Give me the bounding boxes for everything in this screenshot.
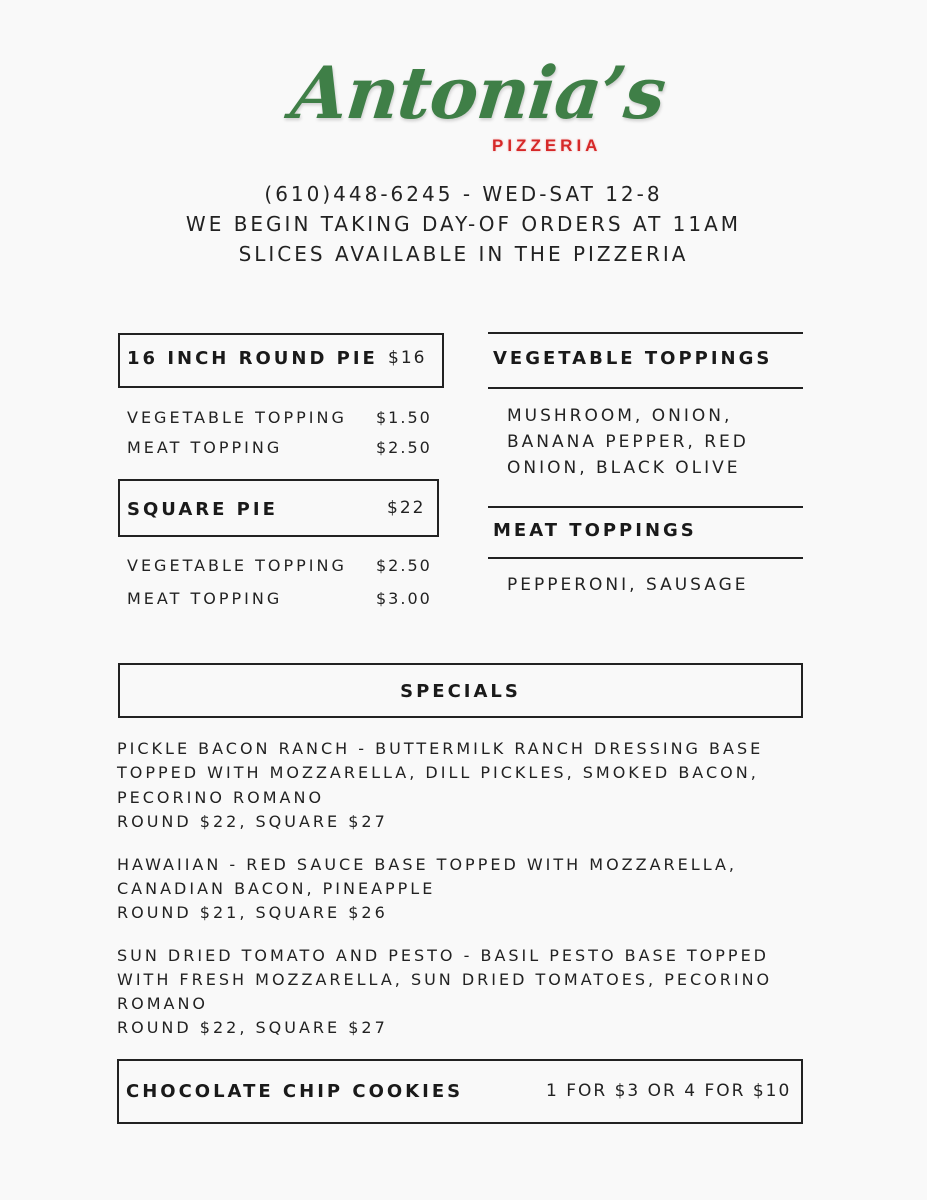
veg-toppings-list	[507, 403, 749, 481]
special-line: PECORINO ROMANO	[117, 788, 325, 807]
veg-toppings-line: MUSHROOM, ONION,	[507, 406, 733, 426]
square-veg-topping-label: VEGETABLE TOPPING	[127, 556, 347, 575]
special-line: CANADIAN BACON, PINEAPPLE	[117, 879, 436, 898]
logo-name: Antonia’s	[287, 50, 669, 135]
round-meat-topping-price: $2.50	[376, 438, 432, 457]
round-pie-price: $16	[388, 348, 427, 368]
cookies-title: CHOCOLATE CHIP COOKIES	[126, 1081, 464, 1102]
special-line: TOPPED WITH MOZZARELLA, DILL PICKLES, SMOKED BACON,	[117, 763, 759, 782]
order-note: WE BEGIN TAKING DAY-OF ORDERS AT 11AM	[185, 212, 742, 236]
special-line: WITH FRESH MOZZARELLA, SUN DRIED TOMATOES, PECORINO	[117, 970, 773, 989]
meat-toppings-list	[507, 572, 749, 598]
square-veg-topping-price: $2.50	[376, 556, 432, 575]
round-pie-title: 16 INCH ROUND PIE	[127, 348, 378, 369]
specials-title: SPECIALS	[400, 681, 521, 702]
round-veg-topping-label: VEGETABLE TOPPING	[127, 408, 347, 427]
veg-toppings-title: VEGETABLE TOPPINGS	[493, 348, 773, 369]
special-line: PICKLE BACON RANCH - BUTTERMILK RANCH DRESSING BASE	[117, 739, 764, 758]
special-line: ROMANO	[117, 994, 209, 1013]
phone-hours: (610)448-6245 - WED-SAT 12-8	[264, 182, 663, 206]
round-meat-topping-label: MEAT TOPPING	[127, 438, 283, 457]
special-price-line: ROUND $22, SQUARE $27	[117, 1018, 388, 1037]
cookies-price: 1 FOR $3 OR 4 FOR $10	[546, 1081, 792, 1101]
round-veg-topping-price: $1.50	[376, 408, 432, 427]
veg-toppings-line: BANANA PEPPER, RED	[507, 432, 749, 452]
square-pie-price: $22	[387, 498, 426, 518]
slices-note: SLICES AVAILABLE IN THE PIZZERIA	[238, 242, 689, 266]
square-meat-topping-label: MEAT TOPPING	[127, 589, 283, 608]
special-price-line: ROUND $22, SQUARE $27	[117, 812, 388, 831]
meat-toppings-rule-bottom	[488, 557, 803, 559]
veg-toppings-rule-bottom	[488, 387, 803, 389]
special-line: HAWAIIAN - RED SAUCE BASE TOPPED WITH MOZZARELLA,	[117, 855, 737, 874]
veg-toppings-line: ONION, BLACK OLIVE	[507, 458, 741, 478]
veg-toppings-rule-top	[488, 332, 803, 334]
square-pie-title: SQUARE PIE	[127, 499, 278, 520]
meat-toppings-rule-top	[488, 506, 803, 508]
logo-subtitle: PIZZERIA	[492, 136, 602, 155]
logo	[287, 48, 669, 156]
meat-toppings-line: PEPPERONI, SAUSAGE	[507, 575, 749, 595]
meat-toppings-title: MEAT TOPPINGS	[493, 520, 697, 541]
square-meat-topping-price: $3.00	[376, 589, 432, 608]
special-price-line: ROUND $21, SQUARE $26	[117, 903, 388, 922]
special-line: SUN DRIED TOMATO AND PESTO - BASIL PESTO BASE TOPPED	[117, 946, 769, 965]
